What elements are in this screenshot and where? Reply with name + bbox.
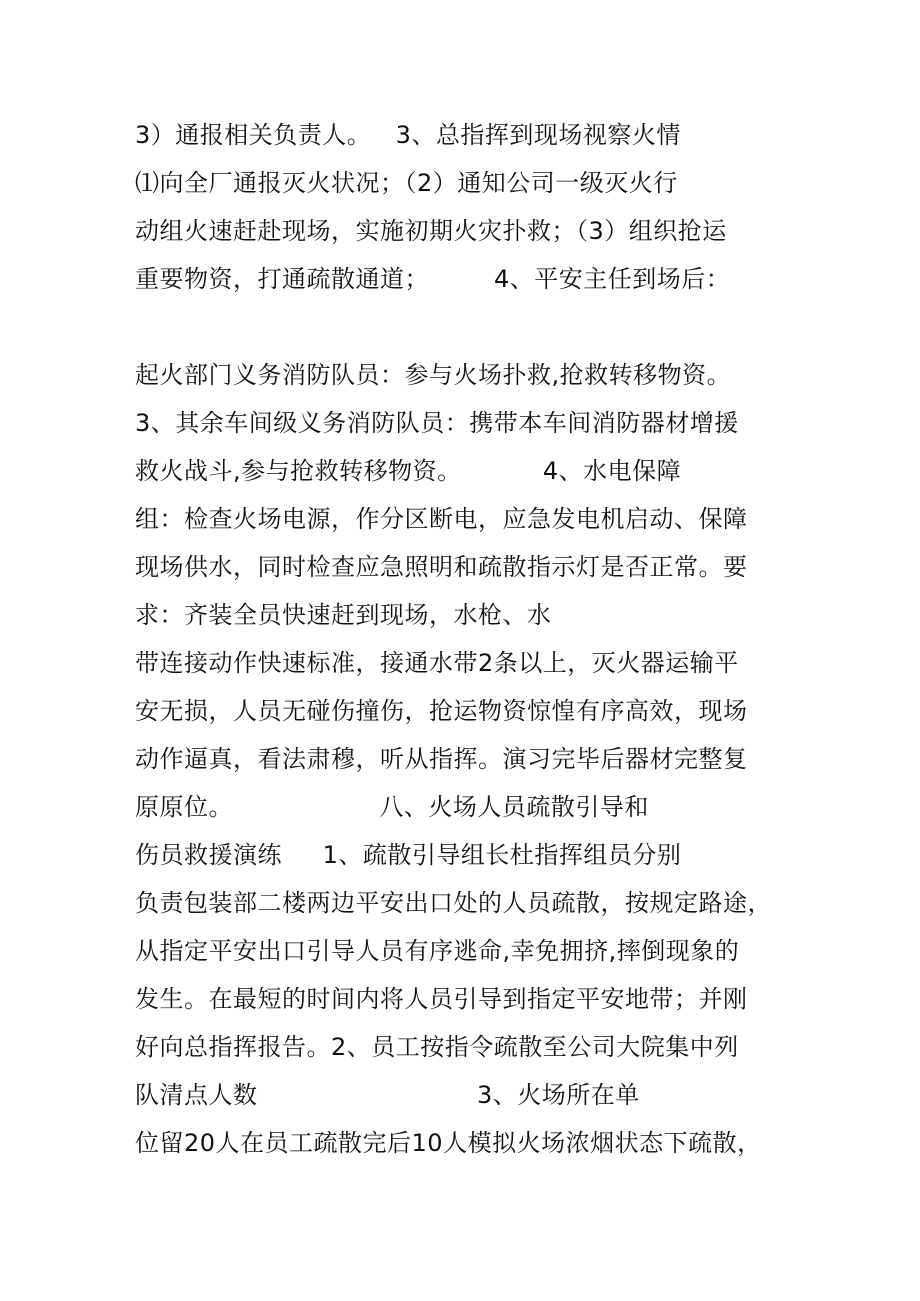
text-line: 组：检查火场电源，作分区断电，应急发电机启动、保障 <box>135 505 748 533</box>
text-line: 从指定平安出口引导人员有序逃命,幸免拥挤,摔倒现象的 <box>135 937 740 965</box>
text-line: 3）通报相关负责人。 3、总指挥到现场视察火情 <box>135 121 681 149</box>
text-line: 发生。在最短的时间内将人员引导到指定平安地带；并刚 <box>135 985 748 1013</box>
text-line: 位留20人在员工疏散完后10人模拟火场浓烟状态下疏散， <box>135 1129 762 1157</box>
text-line: 重要物资，打通疏散通道； 4、平安主任到场后： <box>135 265 731 293</box>
text-line: 现场供水，同时检查应急照明和疏散指示灯是否正常。要 <box>135 553 748 581</box>
text-line: 动作逼真，看法肃穆，听从指挥。演习完毕后器材完整复 <box>135 745 748 773</box>
text-line: 动组火速赶赴现场，实施初期火灾扑救；（3）组织抢运 <box>135 217 727 245</box>
text-line: 伤员救援演练 1、疏散引导组长杜指挥组员分别 <box>135 841 682 869</box>
text-line: 求：齐装全员快速赶到现场，水枪、水 <box>135 601 552 629</box>
text-line: 好向总指挥报告。2、员工按指令疏散至公司大院集中列 <box>135 1033 739 1061</box>
text-line: 3、其余车间级义务消防队员：携带本车间消防器材增援 <box>135 409 739 437</box>
text-line: 带连接动作快速标准，接通水带2条以上，灭火器运输平 <box>135 649 739 677</box>
text-line: 原原位。 八、火场人员疏散引导和 <box>135 793 649 821</box>
text-line: 起火部门义务消防队员：参与火场扑救,抢救转移物资。 <box>135 361 732 389</box>
text-line: 队清点人数 3、火场所在单 <box>135 1081 640 1109</box>
text-line: 救火战斗,参与抢救转移物资。 4、水电保障 <box>135 457 682 485</box>
text-line: 安无损，人员无碰伤撞伤，抢运物资惊惶有序高效，现场 <box>135 697 748 725</box>
text-line: 负责包装部二楼两边平安出口处的人员疏散，按规定路途， <box>135 889 772 917</box>
text-line: ⑴向全厂通报灭火状况；（2）通知公司一级灭火行 <box>135 169 678 197</box>
